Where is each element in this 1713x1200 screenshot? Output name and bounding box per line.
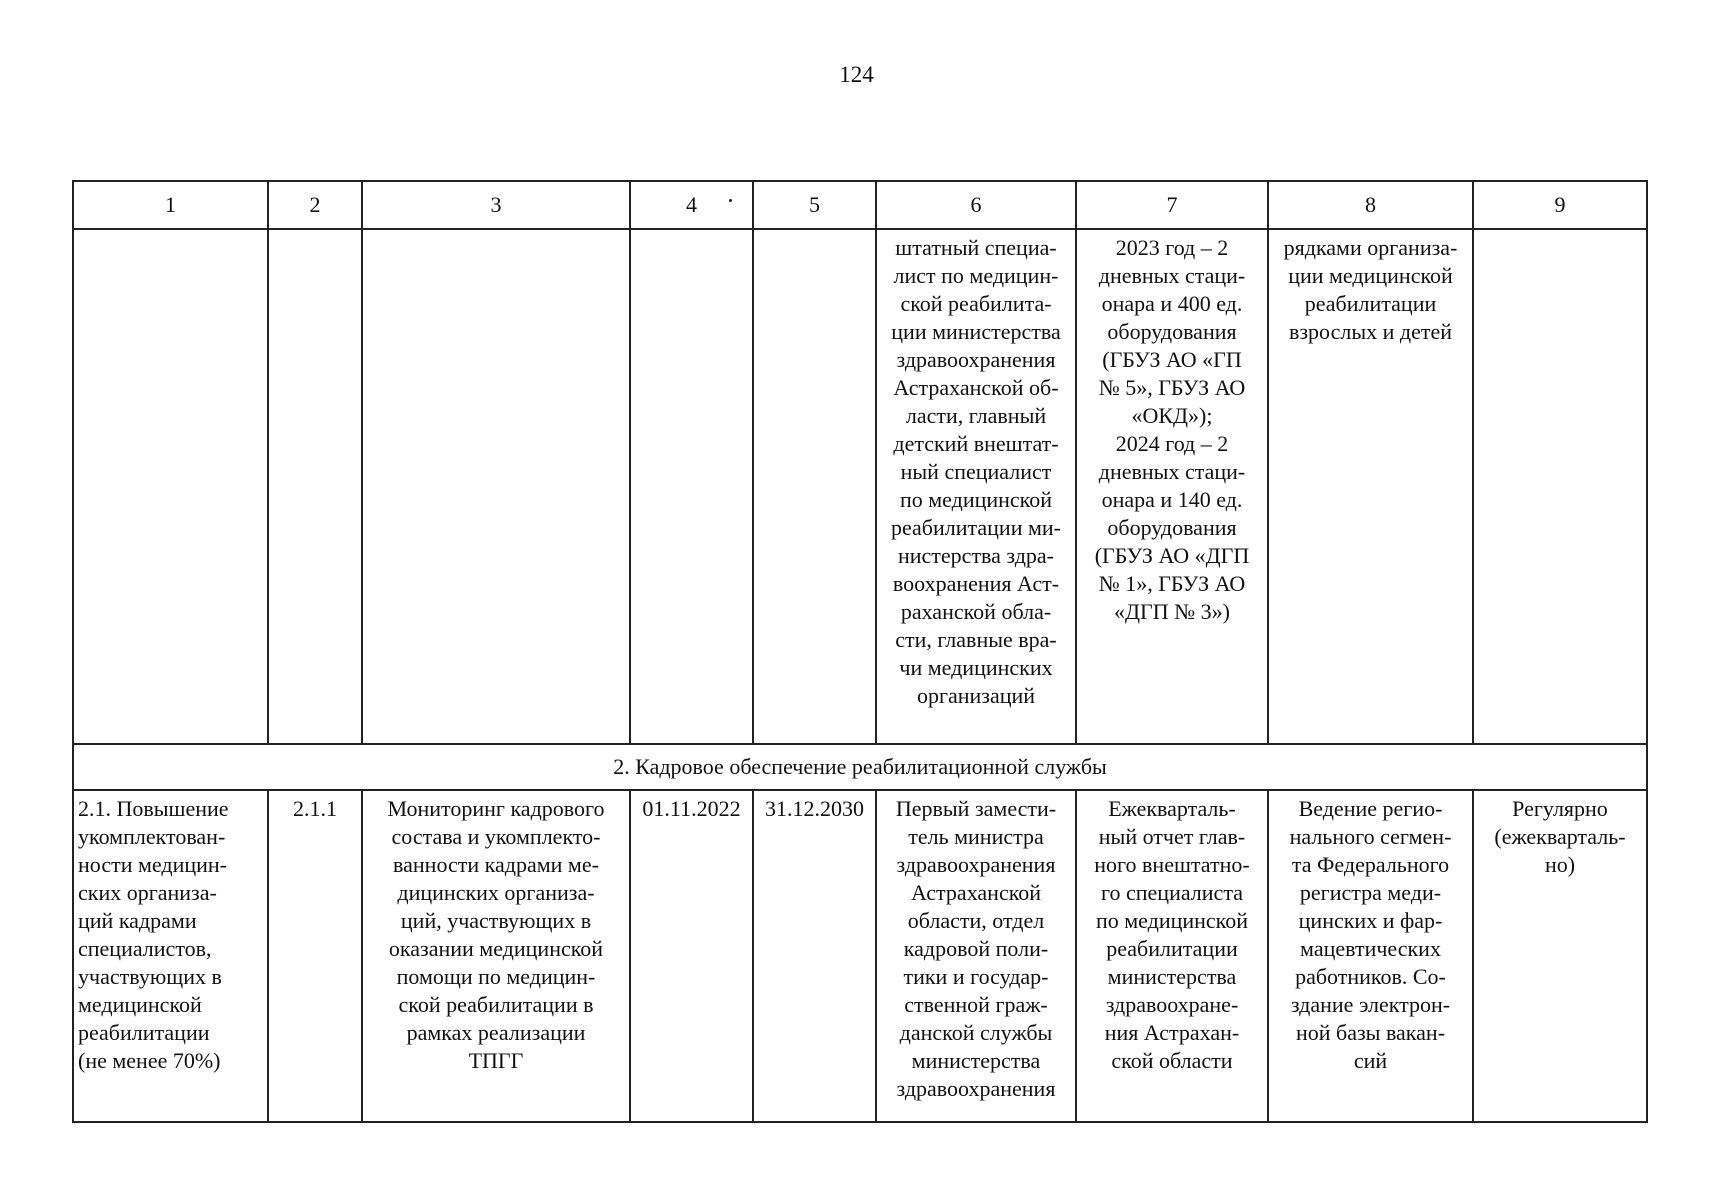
- measure-row: [73, 790, 1647, 1122]
- header-cell-9: 9: [1473, 181, 1647, 229]
- result-cell: 2023 год – 2 дневных стаци- онара и 400 ед. оборудования (ГБУЗ АО «ГП № 5», ГБУЗ АО «ОКД»); 2024 год – 2 дневных стаци- онара и 140 ед. оборудования (ГБУЗ АО «ДГП № 1», ГБУЗ АО «ДГП № 3»): [1076, 229, 1268, 744]
- cont-cell-2: [268, 229, 362, 744]
- end-date-cell: 31.12.2030: [753, 790, 876, 1122]
- start-date-cell: 01.11.2022: [630, 790, 753, 1122]
- header-cell-7: 7: [1076, 181, 1268, 229]
- section-row: [73, 744, 1647, 790]
- header-cell-6: 6: [876, 181, 1076, 229]
- header-cell-4: 4: [630, 181, 753, 229]
- outcome-cell: рядками организа- ции медицинской реабилитации взрослых и детей: [1268, 229, 1473, 744]
- header-cell-3: 3: [362, 181, 630, 229]
- header-cell-2: 2: [268, 181, 362, 229]
- goal-cell: 2.1. Повышение укомплектован- ности медицин- ских организа- ций кадрами специалистов, участвующих в медицинской реабилитации (не менее 70%): [73, 790, 268, 1122]
- page-number: 124: [839, 62, 874, 87]
- responsible-cell: Первый замести- тель министра здравоохранения Астраханской области, отдел кадровой поли- тики и государ- ственной граж- данской службы министерства здравоохранения: [876, 790, 1076, 1122]
- measure-description-cell: Мониторинг кадрового состава и укомплекто- ванности кадрами ме- дицинских организа- ций, участвующих в оказании медицинской помощи по медицин- ской реабилитации в рамках реализации ТПГГ: [362, 790, 630, 1122]
- report-cell: Ежекварталь- ный отчет глав- ного внештатно- го специалиста по медицинской реабилитации министерства здравоохране- ния Астрахан- ской области: [1076, 790, 1268, 1122]
- plan-table: [72, 180, 1648, 1123]
- result-cell: Ведение регио- нального сегмен- та Федерального регистра меди- цинских и фар- мацевтических работников. Со- здание электрон- ной базы вакан- сий: [1268, 790, 1473, 1122]
- header-row: [73, 181, 1647, 229]
- cont-cell-9: [1473, 229, 1647, 744]
- item-number-cell: 2.1.1: [268, 790, 362, 1122]
- frequency-cell: Регулярно (ежекварталь- но): [1473, 790, 1647, 1122]
- cont-cell-4: [630, 229, 753, 744]
- header-cell-1: 1: [73, 181, 268, 229]
- section-title: 2. Кадровое обеспечение реабилитационной службы: [73, 744, 1647, 790]
- header-cell-5: 5: [753, 181, 876, 229]
- responsible-cell: штатный специа- лист по медицин- ской реабилита- ции министерства здравоохранения Астраханской об- ласти, главный детский внештат- ный специалист по медицинской реабилитации ми- нистерства здра- воохранения Аст- раханской обла- сти, главные вра- чи медицинских организаций: [876, 229, 1076, 744]
- cont-cell-5: [753, 229, 876, 744]
- cont-cell-3: [362, 229, 630, 744]
- continuation-row: [73, 229, 1647, 744]
- cont-cell-1: [73, 229, 268, 744]
- header-cell-8: 8: [1268, 181, 1473, 229]
